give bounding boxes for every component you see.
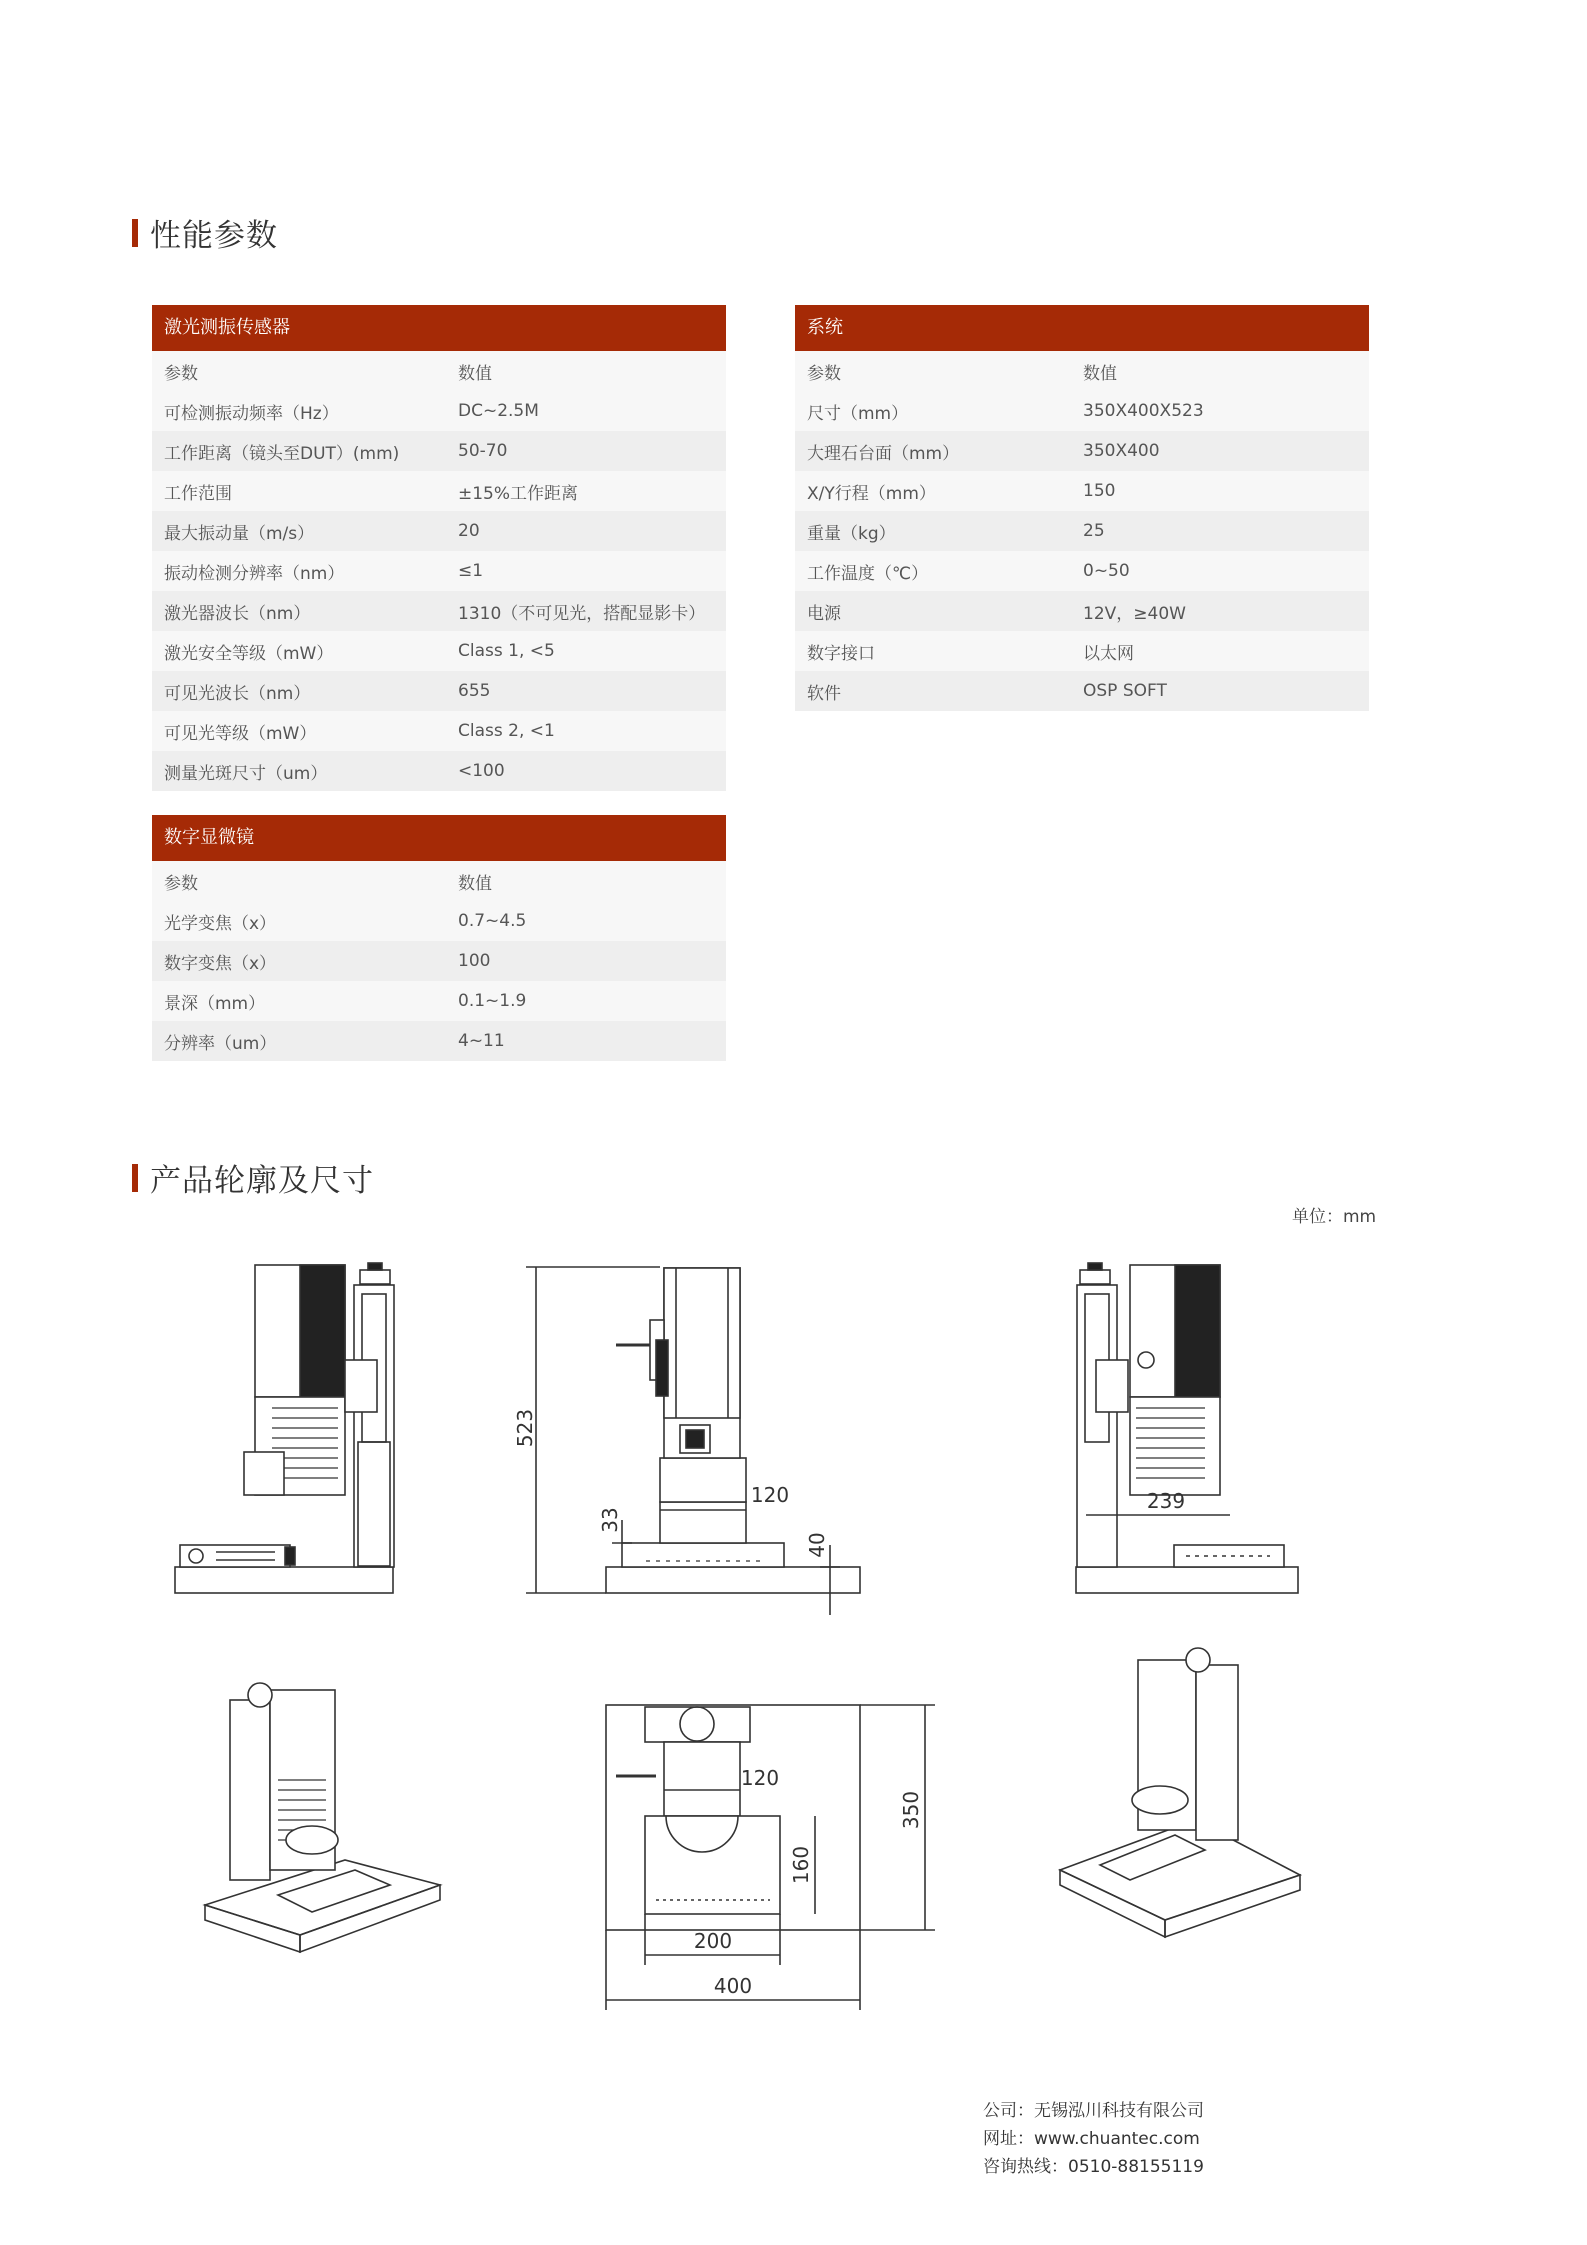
value-cell: Class 1, <5 bbox=[458, 641, 555, 661]
dim-height: 523 bbox=[513, 1408, 537, 1448]
section-title-text: 性能参数 bbox=[150, 218, 278, 254]
column-header-value: 数值 bbox=[1083, 363, 1117, 384]
value-cell: 100 bbox=[458, 951, 491, 971]
column-header-param: 参数 bbox=[164, 873, 198, 894]
side-view-left-drawing bbox=[175, 1263, 394, 1593]
value-cell: ≤1 bbox=[458, 561, 484, 581]
dim-base-depth: 350 bbox=[899, 1790, 923, 1830]
param-cell: 分辨率（um） bbox=[164, 1033, 277, 1054]
dim-top-stage-width: 200 bbox=[693, 1929, 733, 1953]
column-header-param: 参数 bbox=[807, 363, 841, 384]
dim-stage-height: 33 bbox=[598, 1507, 622, 1533]
isometric-view-right-drawing bbox=[1060, 1648, 1300, 1937]
footer-company: 公司：无锡泓川科技有限公司 bbox=[983, 2101, 1204, 2121]
value-cell: 0.7~4.5 bbox=[458, 911, 527, 931]
param-cell: 可检测振动频率（Hz） bbox=[164, 403, 339, 424]
param-cell: 工作温度（℃） bbox=[807, 563, 929, 584]
value-cell: 4~11 bbox=[458, 1031, 505, 1051]
footer-hotline: 咨询热线：0510-88155119 bbox=[983, 2157, 1204, 2177]
value-cell: 350X400X523 bbox=[1083, 401, 1204, 421]
param-cell: 景深（mm） bbox=[164, 993, 266, 1014]
param-cell: 激光安全等级（mW） bbox=[164, 643, 334, 664]
side-view-right-drawing bbox=[1076, 1263, 1298, 1593]
dim-top-stage-depth: 160 bbox=[789, 1845, 813, 1885]
dim-top-head-width: 120 bbox=[740, 1766, 780, 1790]
param-cell: 激光器波长（nm） bbox=[164, 603, 311, 624]
value-cell: <100 bbox=[458, 761, 505, 781]
param-cell: 重量（kg） bbox=[807, 523, 896, 544]
table-header: 激光测振传感器 bbox=[152, 305, 726, 351]
param-cell: 尺寸（mm） bbox=[807, 403, 909, 424]
table-header: 系统 bbox=[795, 305, 1369, 351]
param-cell: 可见光等级（mW） bbox=[164, 723, 317, 744]
value-cell: 25 bbox=[1083, 521, 1105, 541]
dim-base-width: 400 bbox=[713, 1974, 753, 1998]
value-cell: ±15%工作距离 bbox=[458, 483, 579, 504]
value-cell: 1310（不可见光，搭配显影卡） bbox=[458, 603, 706, 624]
value-cell: Class 2, <1 bbox=[458, 721, 555, 741]
value-cell: 655 bbox=[458, 681, 491, 701]
param-cell: 工作范围 bbox=[164, 483, 232, 504]
value-cell: 50-70 bbox=[458, 441, 508, 461]
value-cell: 12V，≥40W bbox=[1083, 603, 1186, 624]
value-cell: 以太网 bbox=[1083, 643, 1134, 664]
isometric-view-left-drawing bbox=[205, 1683, 440, 1952]
param-cell: X/Y行程（mm） bbox=[807, 483, 936, 504]
param-cell: 可见光波长（nm） bbox=[164, 683, 311, 704]
value-cell: 20 bbox=[458, 521, 480, 541]
table-header: 数字显微镜 bbox=[152, 815, 726, 861]
dim-head-width: 120 bbox=[750, 1483, 790, 1507]
value-cell: 0~50 bbox=[1083, 561, 1130, 581]
value-cell: 0.1~1.9 bbox=[458, 991, 527, 1011]
param-cell: 工作距离（镜头至DUT）(mm) bbox=[164, 443, 400, 464]
dim-base-height: 40 bbox=[805, 1532, 829, 1558]
param-cell: 光学变焦（x） bbox=[164, 913, 277, 934]
param-cell: 大理石台面（mm） bbox=[807, 443, 960, 464]
value-cell: OSP SOFT bbox=[1083, 681, 1167, 701]
dim-side-depth: 239 bbox=[1146, 1489, 1186, 1513]
value-cell: 150 bbox=[1083, 481, 1116, 501]
column-header-value: 数值 bbox=[458, 363, 492, 384]
unit-note: 单位：mm bbox=[1292, 1207, 1377, 1227]
param-cell: 最大振动量（m/s） bbox=[164, 523, 315, 544]
top-view-drawing bbox=[606, 1705, 935, 2010]
footer-website: 网址：www.chuantec.com bbox=[983, 2129, 1200, 2149]
param-cell: 振动检测分辨率（nm） bbox=[164, 563, 345, 584]
value-cell: DC~2.5M bbox=[458, 401, 539, 421]
section-title-text: 产品轮廓及尺寸 bbox=[150, 1163, 374, 1199]
column-header-param: 参数 bbox=[164, 363, 198, 384]
front-view-drawing bbox=[513, 1267, 860, 1615]
column-header-value: 数值 bbox=[458, 873, 492, 894]
param-cell: 电源 bbox=[807, 603, 841, 624]
param-cell: 数字接口 bbox=[807, 643, 875, 664]
param-cell: 软件 bbox=[807, 683, 841, 704]
param-cell: 数字变焦（x） bbox=[164, 953, 277, 974]
value-cell: 350X400 bbox=[1083, 441, 1160, 461]
param-cell: 测量光斑尺寸（um） bbox=[164, 763, 328, 784]
footer-contact bbox=[983, 2097, 1204, 2181]
